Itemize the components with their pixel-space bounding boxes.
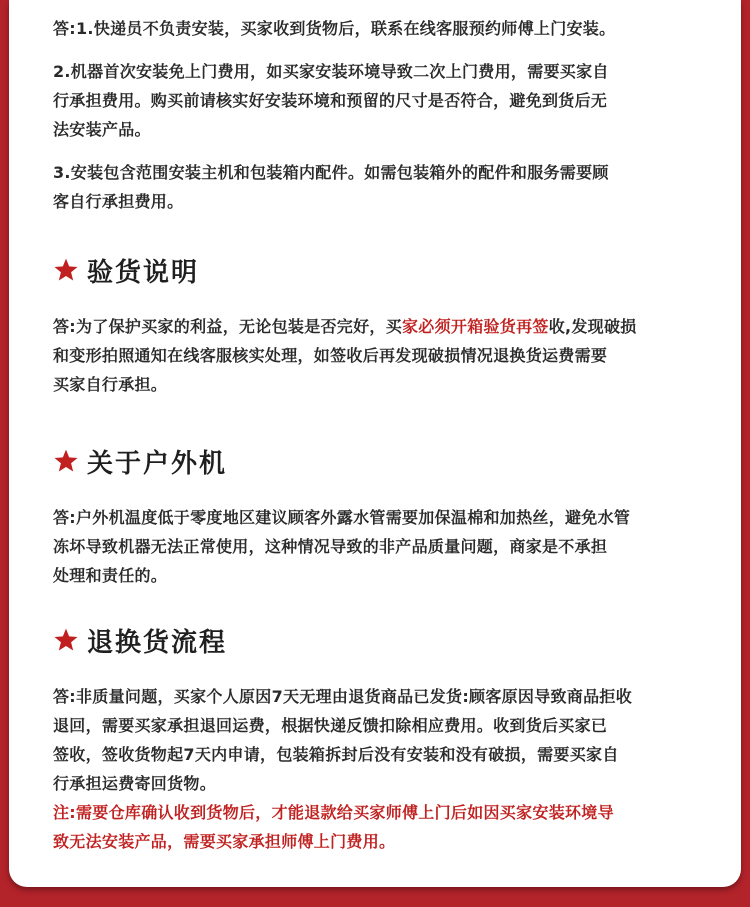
star-icon [53, 627, 79, 653]
returns-note: 注:需要仓库确认收到货物后，才能退款给买家师傅上门后如因买家安装环境导 致无法安装产品，需要买家承担师傅上门费用。 [53, 803, 614, 851]
star-icon [53, 448, 79, 474]
inspect-title: 验货说明 [87, 257, 200, 288]
install-note-3: 3.安装包含范围安装主机和包装箱内配件。如需包装箱外的配件和服务需要顾 客自行承担费用。 [53, 163, 609, 211]
content-card [9, 0, 741, 887]
returns-title: 退换货流程 [87, 627, 228, 658]
outdoor-title: 关于户外机 [87, 448, 228, 479]
install-note-2: 2.机器首次安装免上门费用，如买家安装环境导致二次上门费用，需要买家自 行承担费用。购买前请核实好安装环境和预留的尺寸是否符合，避免到货后无 法安装产品。 [53, 62, 609, 139]
inspect-text-highlight: 家必须开箱验货再签 [402, 317, 549, 336]
outdoor-text: 答:户外机温度低于零度地区建议顾客外露水管需要加保温棉和加热丝，避免水管 冻坏导致机器无法正常使用，这种情况导致的非产品质量问题，商家是不承担 处理和责任的。 [53, 508, 631, 585]
install-note-1: 答:1.快递员不负责安装，买家收到货物后，联系在线客服预约师傅上门安装。 [53, 19, 616, 38]
inspect-text [53, 312, 715, 399]
returns-section [53, 620, 715, 856]
returns-text: 答:非质量问题，买家个人原因7天无理由退货商品已发货:顾客原因导致商品拒收 退回，需要买家承担退回运费，根据快递反馈扣除相应费用。收到货后买家已 签收，签收货物起7天内申请，包装箱拆封后没有安装和没有破损，需要买家自 行承担运费寄回货物。 [53, 687, 633, 793]
star-icon [53, 257, 79, 283]
install-section [53, 14, 715, 216]
outdoor-section [53, 441, 715, 590]
inspect-heading [53, 250, 715, 290]
outdoor-heading [53, 441, 715, 481]
returns-heading [53, 620, 715, 660]
inspect-text-a: 答:为了保护买家的利益，无论包装是否完好，买 [53, 317, 402, 336]
inspect-section [53, 250, 715, 399]
inspect-text-b: 收,发现破损 和变形拍照通知在线客服核实处理，如签收后再发现破损情况退换货运费需要 买家自行承担。 [53, 317, 637, 394]
